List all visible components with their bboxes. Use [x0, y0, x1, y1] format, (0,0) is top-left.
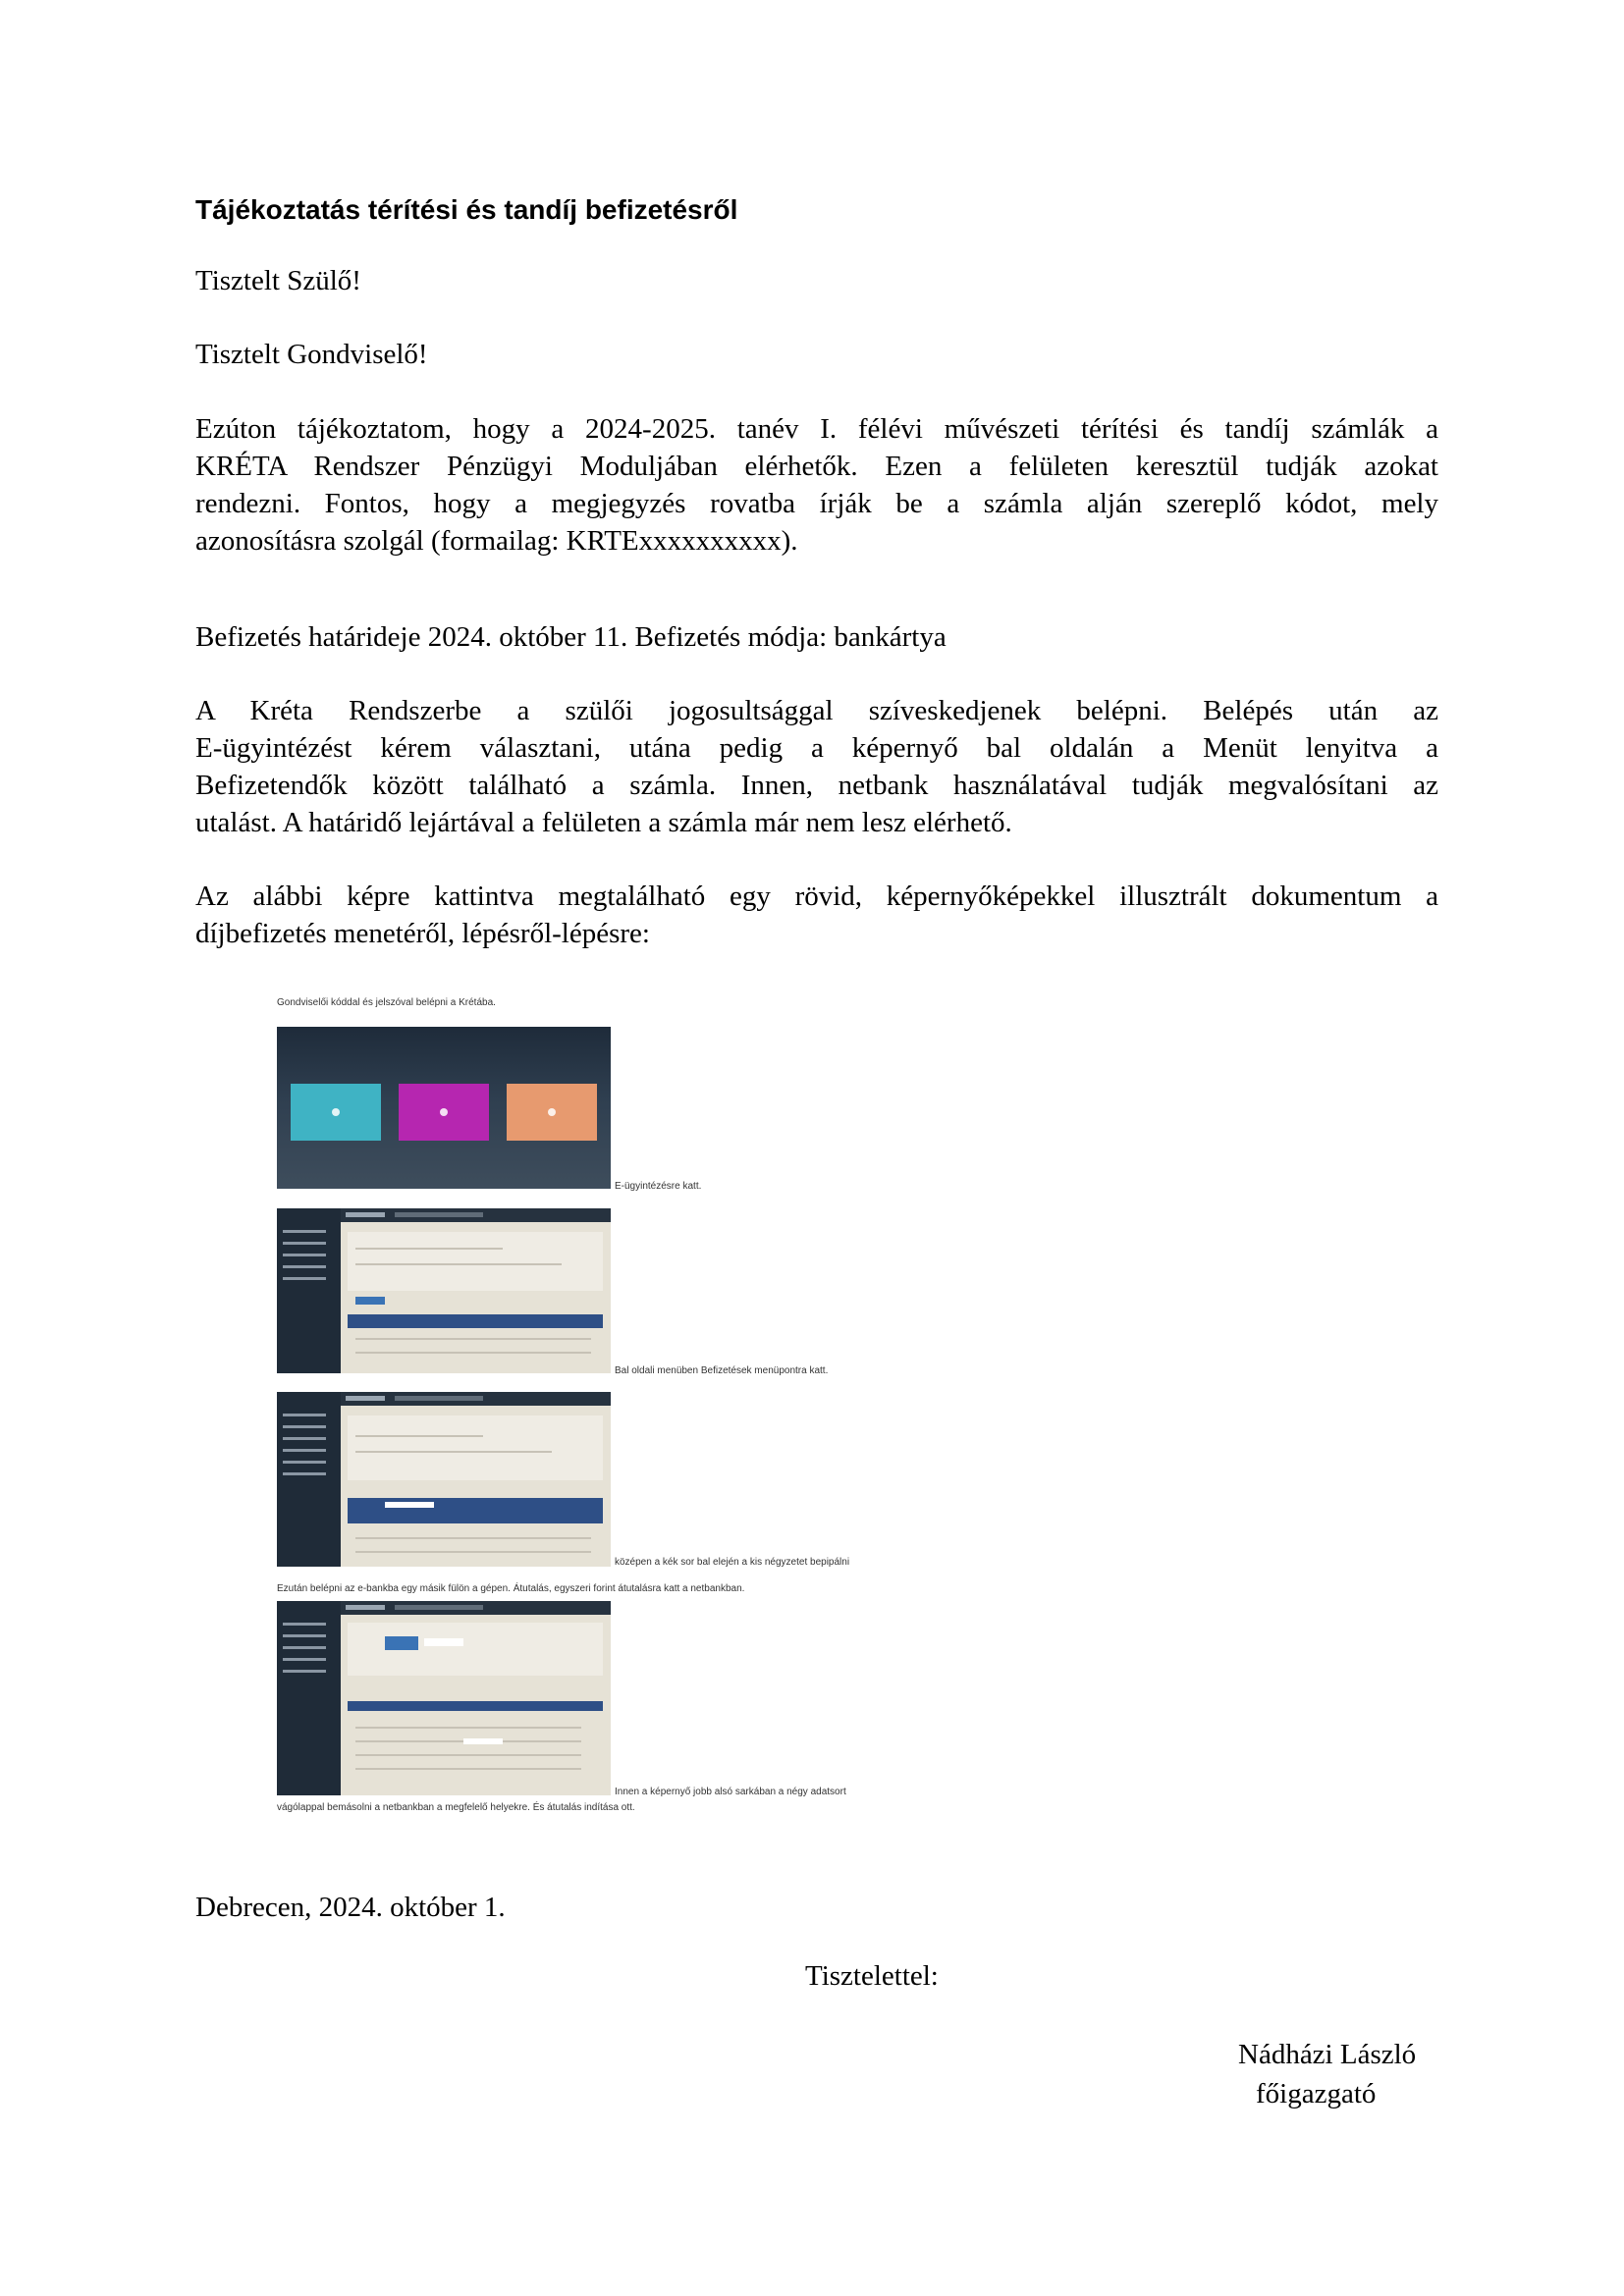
paragraph-image-intro: [195, 878, 1438, 952]
paragraph-image-intro-line: díjbefizetés menetéről, lépésről-lépésre:: [195, 918, 650, 949]
closing: Tisztelettel:: [805, 1960, 939, 1992]
paragraph-instructions-line: utalást. A határidő lejártával a felületen a számla már nem lesz elérhető.: [195, 807, 1012, 838]
app-panel: [348, 1415, 603, 1480]
app-line: [355, 1338, 591, 1340]
guide-caption-start-transfer: vágólappal bemásolni a netbankban a megfelelő helyekre. És átutalás indítása ott.: [277, 1802, 635, 1813]
tile-icon: [548, 1108, 556, 1116]
salutation-parent: Tisztelt Szülő!: [195, 265, 361, 296]
paragraph-info: [195, 410, 1438, 560]
tile-magenta: [399, 1084, 489, 1141]
guide-screenshot-login: [277, 1027, 611, 1189]
payment-deadline: Befizetés határideje 2024. október 11. Befizetés módja: bankártya: [195, 621, 947, 653]
tile-icon: [332, 1108, 340, 1116]
app-panel: [348, 1232, 603, 1291]
payment-guide-image-link[interactable]: [265, 988, 933, 1822]
app-redacted: [424, 1638, 463, 1646]
app-line: [355, 1451, 552, 1453]
guide-screenshot-payments: [277, 1392, 611, 1567]
app-button: [385, 1636, 418, 1650]
tile-icon: [440, 1108, 448, 1116]
date-line: Debrecen, 2024. október 1.: [195, 1892, 506, 1923]
guide-caption-e-admin: E-ügyintézésre katt.: [615, 1181, 702, 1192]
paragraph-instructions: [195, 692, 1438, 841]
app-line: [355, 1248, 503, 1250]
guide-screenshot-transfer: [277, 1601, 611, 1795]
paragraph-info-line: Ezúton tájékoztatom, hogy a 2024-2025. tanév I. félévi művészeti térítési és tandíj számlák a: [195, 413, 1438, 445]
app-line: [355, 1727, 581, 1729]
paragraph-instructions-line: Befizetendők között található a számla. Innen, netbank használatával tudják megvalósítani az: [195, 770, 1438, 801]
app-line: [355, 1754, 581, 1756]
app-button: [355, 1297, 385, 1305]
paragraph-image-intro-line: Az alábbi képre kattintva megtalálható egy rövid, képernyőképekkel illusztrált dokumentum a: [195, 881, 1438, 912]
tile-teal: [291, 1084, 381, 1141]
signer-title: főigazgató: [1256, 2078, 1377, 2109]
guide-caption-ebank: Ezután belépni az e-bankba egy másik fülön a gépen. Átutalás, egyszeri forint átutalásra katt a netbankban.: [277, 1583, 745, 1594]
app-line: [355, 1768, 581, 1770]
app-redacted: [385, 1502, 434, 1508]
app-bluebar: [348, 1701, 603, 1711]
guide-caption-copy-data: Innen a képernyő jobb alsó sarkában a négy adatsort: [615, 1787, 846, 1797]
app-sidebar: [277, 1392, 341, 1567]
paragraph-info-line: KRÉTA Rendszer Pénzügyi Moduljában elérhetők. Ezen a felületen keresztül tudják azokat: [195, 451, 1438, 482]
app-line: [355, 1537, 591, 1539]
app-line: [355, 1352, 591, 1354]
guide-caption-login: Gondviselői kóddal és jelszóval belépni a Krétába.: [277, 997, 496, 1008]
tile-orange: [507, 1084, 597, 1141]
guide-caption-checkbox: középen a kék sor bal elején a kis négyzetet bepipálni: [615, 1557, 850, 1568]
guide-caption-payments-menu: Bal oldali menüben Befizetések menüpontra katt.: [615, 1365, 829, 1376]
app-bluebar: [348, 1314, 603, 1328]
app-sidebar: [277, 1601, 341, 1795]
salutation-guardian: Tisztelt Gondviselő!: [195, 339, 428, 370]
app-line: [355, 1263, 562, 1265]
app-line: [355, 1551, 591, 1553]
document-title: Tájékoztatás térítési és tandíj befizetésről: [195, 194, 738, 225]
paragraph-info-line: rendezni. Fontos, hogy a megjegyzés rovatba írják be a számla alján szereplő kódot, mely: [195, 488, 1438, 519]
paragraph-info-line: azonosításra szolgál (formailag: KRTExxxxxxxxxx).: [195, 525, 798, 557]
paragraph-instructions-line: E-ügyintézést kérem választani, utána pedig a képernyő bal oldalán a Menüt lenyitva a: [195, 732, 1438, 764]
app-line: [355, 1435, 483, 1437]
app-redacted: [463, 1738, 503, 1744]
signer-name: Nádházi László: [1238, 2039, 1417, 2070]
app-sidebar: [277, 1208, 341, 1373]
paragraph-instructions-line: A Kréta Rendszerbe a szülői jogosultsággal szíveskedjenek belépni. Belépés után az: [195, 695, 1438, 726]
guide-screenshot-menu: [277, 1208, 611, 1373]
